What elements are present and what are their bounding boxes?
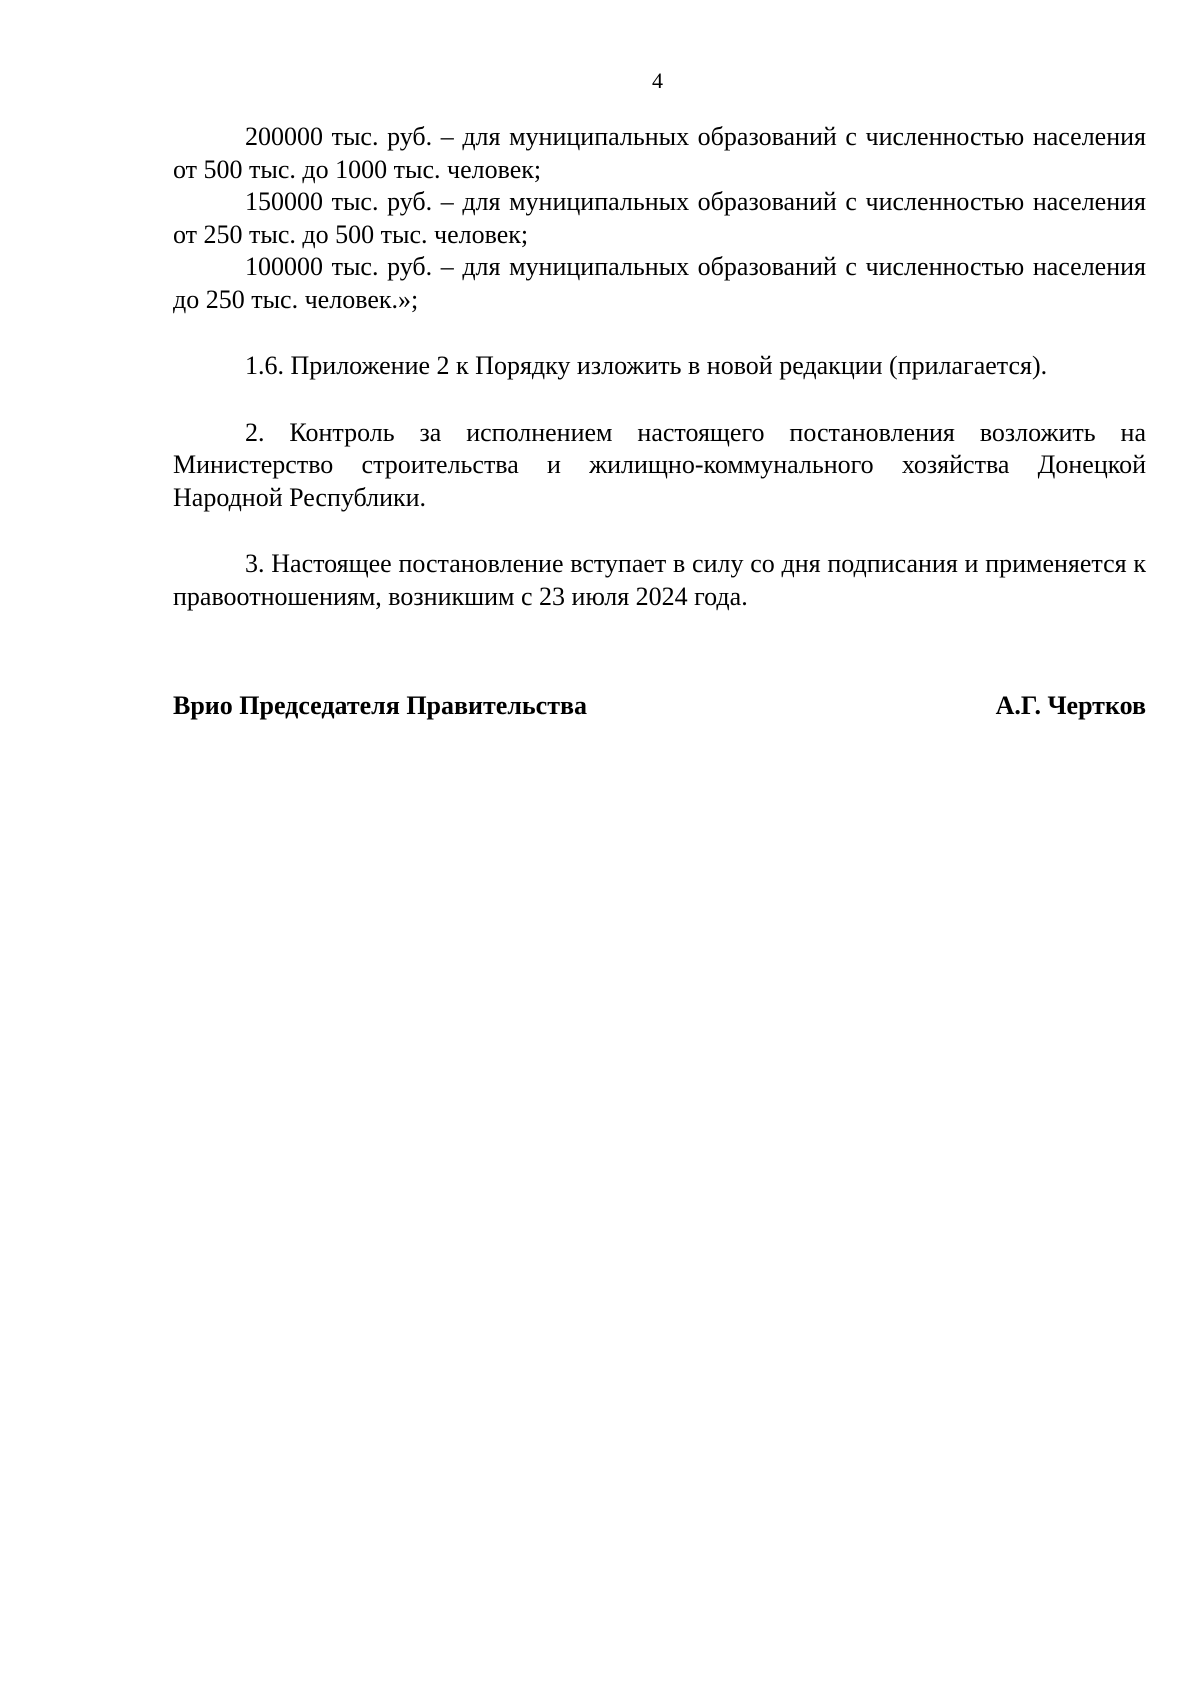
document-body: [173, 121, 1146, 613]
signature-block: [173, 690, 1146, 722]
paragraph-3-effective-date: 3. Настоящее постановление вступает в силу со дня подписания и применяется к правоотношениям, возникшим с 23 июля 2024 года.: [173, 549, 1146, 611]
signatory-position: Врио Председателя Правительства: [173, 691, 588, 720]
paragraph-amount-150000: 150000 тыс. руб. – для муниципальных образований с численностью населения от 250 тыс. до 500 тыс. человек;: [173, 187, 1146, 249]
page-number: 4: [652, 68, 663, 93]
paragraph-amount-200000: 200000 тыс. руб. – для муниципальных образований с численностью населения от 500 тыс. до 1000 тыс. человек;: [173, 122, 1146, 184]
paragraph-2-control: 2. Контроль за исполнением настоящего постановления возложить на Министерство строительства и жилищно-коммунального хозяйства Донецкой Народной Республики.: [173, 417, 1146, 512]
paragraph-1-6-appendix: 1.6. Приложение 2 к Порядку изложить в новой редакции (прилагается).: [245, 351, 1048, 380]
signatory-name: А.Г. Чертков: [995, 691, 1146, 720]
paragraph-amount-100000: 100000 тыс. руб. – для муниципальных образований с численностью населения до 250 тыс. человек.»;: [173, 252, 1146, 314]
